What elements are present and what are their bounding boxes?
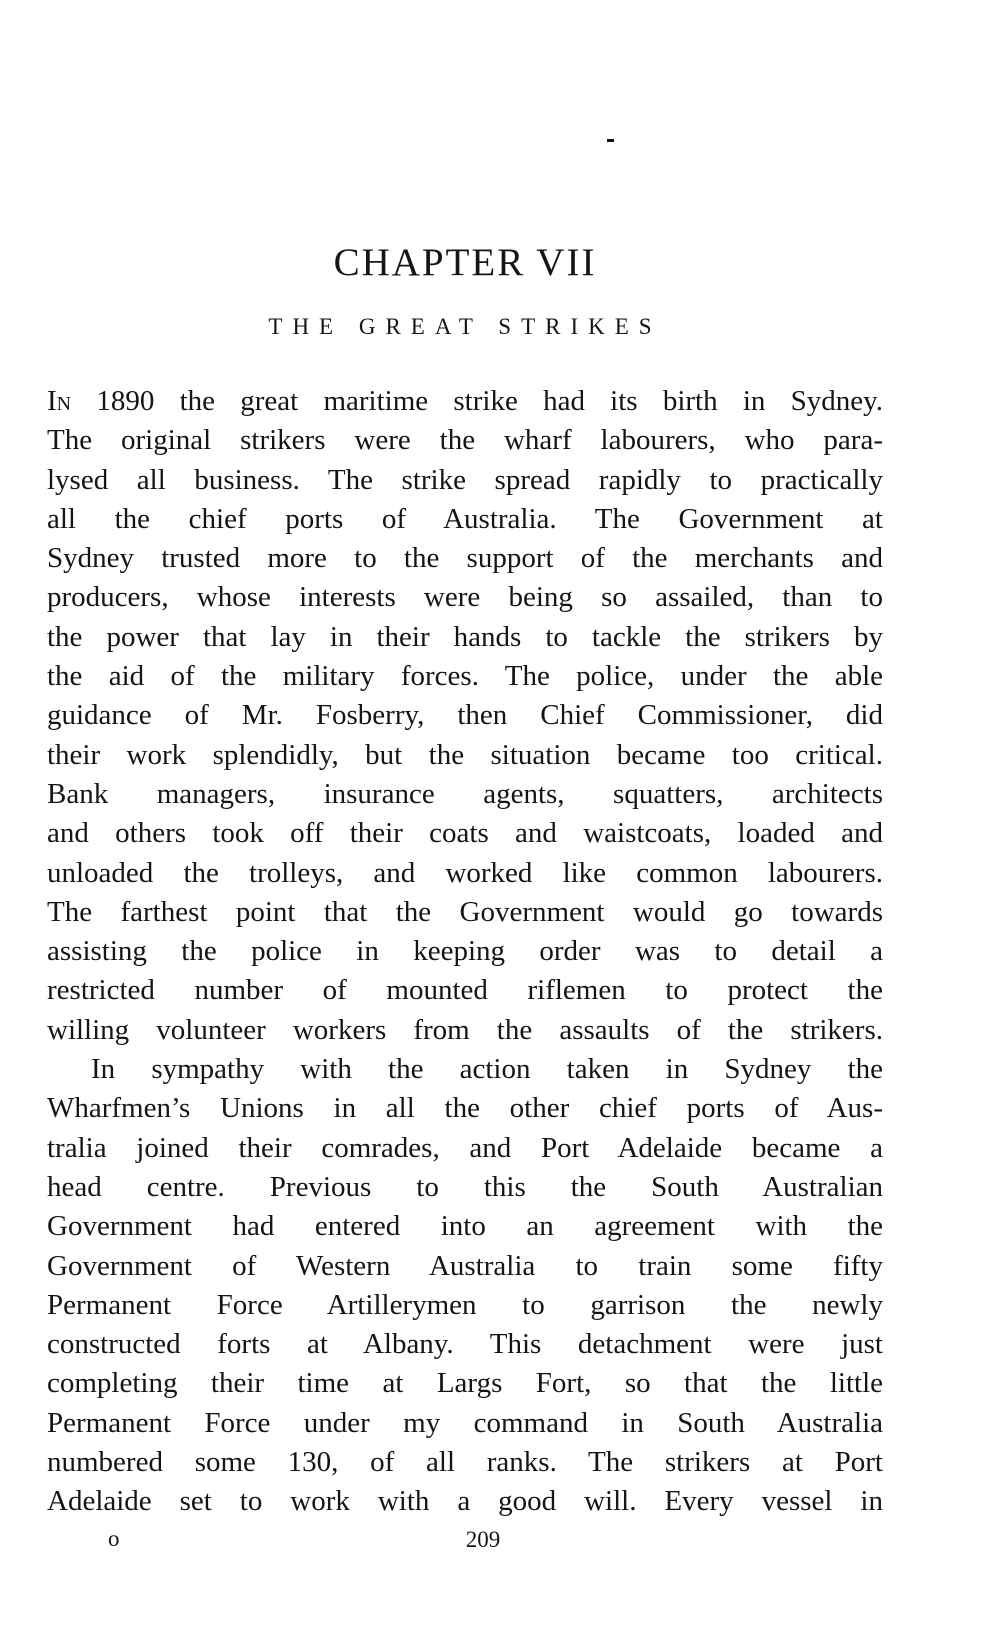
text-line (47, 382, 883, 421)
text-line: Permanent Force Artillerymen to garrison the newly (47, 1288, 883, 1321)
section-subtitle: THE GREAT STRIKES (268, 314, 662, 339)
text-line: tralia joined their comrades, and Port Adelaide became a (47, 1131, 883, 1164)
text-line: willing volunteer workers from the assaults of the strikers. (47, 1013, 883, 1046)
printers-signature-mark: o (108, 1526, 120, 1551)
text-line-paragraph-start: In sympathy with the action taken in Sydney the (91, 1053, 883, 1086)
text-line: restricted number of mounted riflemen to protect the (47, 974, 883, 1007)
text-line: guidance of Mr. Fosberry, then Chief Commissioner, did (47, 699, 883, 732)
text-line: numbered some 130, of all ranks. The strikers at Port (47, 1446, 883, 1479)
text-line: and others took off their coats and waistcoats, loaded and (47, 817, 883, 850)
text-line: Government of Western Australia to train some fifty (47, 1249, 883, 1282)
page-number: 209 (465, 1527, 501, 1552)
text-line: Bank managers, insurance agents, squatters, architects (47, 777, 883, 810)
text-line: constructed forts at Albany. This detachment were just (47, 1328, 883, 1361)
text-line: all the chief ports of Australia. The Government at (47, 502, 883, 535)
text-line: The farthest point that the Government would go towards (47, 895, 883, 928)
text-line: their work splendidly, but the situation became too critical. (47, 738, 883, 771)
text-line: Government had entered into an agreement with the (47, 1210, 883, 1243)
text-line: completing their time at Largs Fort, so that the little (47, 1367, 883, 1400)
text-line: Permanent Force under my command in South Australia (47, 1406, 883, 1439)
text-line: Adelaide set to work with a good will. Every vessel in (47, 1485, 883, 1518)
body-text-block (47, 382, 883, 1522)
text-line: Wharfmen’s Unions in all the other chief ports of Aus- (47, 1092, 883, 1125)
text-line: head centre. Previous to this the South Australian (47, 1170, 883, 1203)
text-line: unloaded the trolleys, and worked like common labourers. (47, 856, 883, 889)
text-line: producers, whose interests were being so assailed, than to (47, 581, 883, 614)
text-line: lysed all business. The strike spread rapidly to practically (47, 463, 883, 496)
text-line: assisting the police in keeping order was to detail a (47, 935, 883, 968)
text-line: the power that lay in their hands to tackle the strikers by (47, 620, 883, 653)
scan-speck-artifact (607, 139, 614, 142)
text-line: Sydney trusted more to the support of the merchants and (47, 542, 883, 575)
lead-word: In (47, 385, 72, 417)
text-line: The original strikers were the wharf labourers, who para- (47, 424, 883, 457)
chapter-heading: CHAPTER VII (333, 241, 597, 284)
text-line-rest: 1890 the great maritime strike had its birth in Sydney. (96, 385, 884, 417)
text-line: the aid of the military forces. The police, under the able (47, 660, 883, 693)
